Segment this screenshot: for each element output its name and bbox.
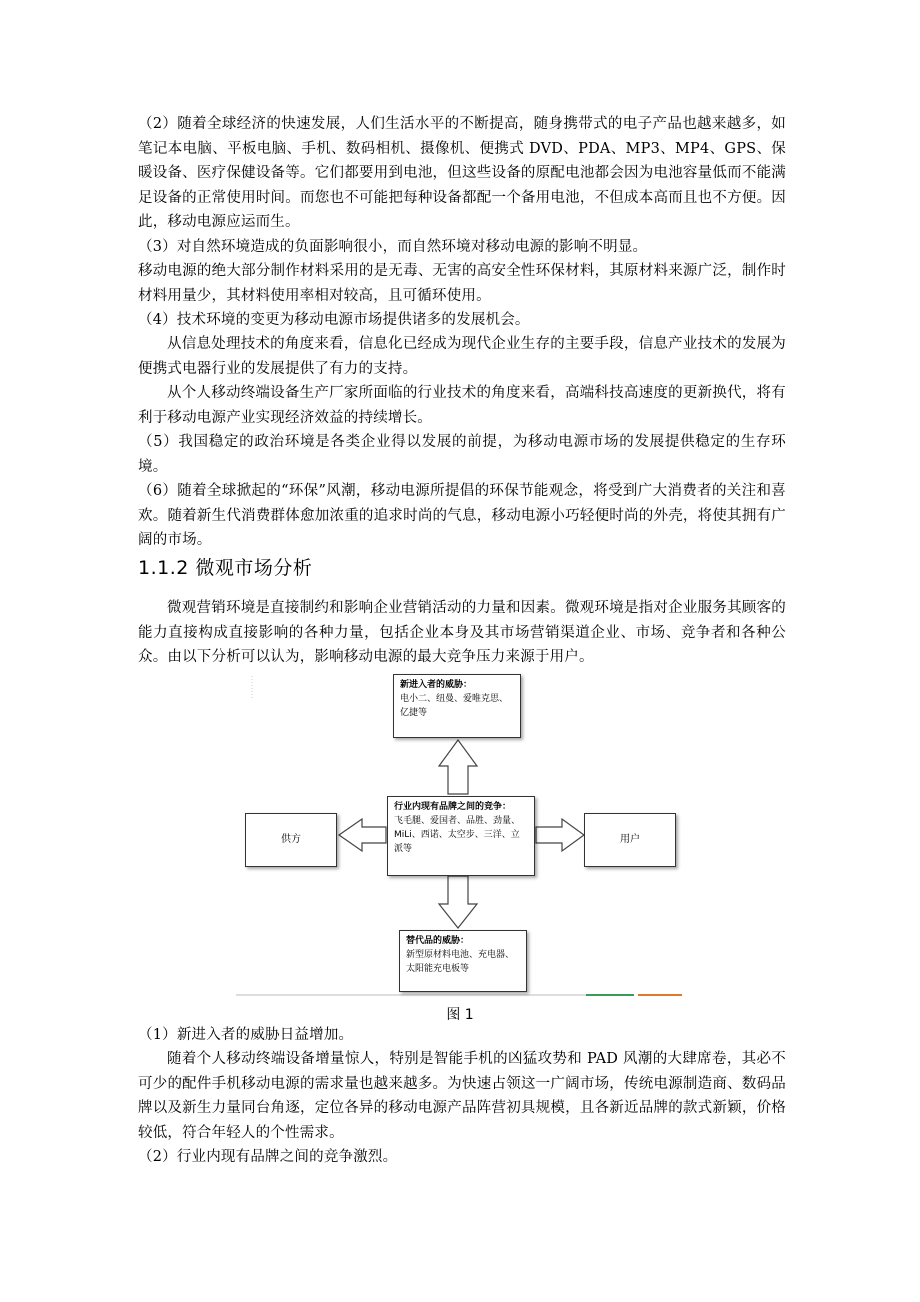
left-arrow-icon <box>339 819 386 851</box>
right-arrow-icon <box>536 819 584 851</box>
paragraph-economy: （2）随着全球经济的快速发展，人们生活水平的不断提高，随身携带式的电子产品也越来越多，如笔记本电脑、平板电脑、手机、数码相机、摄像机、便携式 DVD、PDA、MP3、MP4、GPS、保暖设备、医疗保健设备等。它们都要用到电池，但这些设备的原配电池都会因为电池容量低而不能满足设备的正常使用时间。而您也不可能把每种设备都配一个备用电池，不但成本高而且也不方便。因此，移动电源应运而生。 <box>138 116 786 230</box>
paragraph-eco-trend: （6）随着全球掀起的“环保”风潮，移动电源所提倡的环保节能观念，将受到广大消费者的关注和喜欢。随着新生代消费群体愈加浓重的追求时尚的气息，移动电源小巧轻便时尚的外壳，将使其拥有广阔的市场。 <box>138 483 786 548</box>
paragraph-industry-tech: 从个人移动终端设备生产厂家所面临的行业技术的角度来看，高端科技高速度的更新换代，将有利于移动电源产业实现经济效益的持续增长。 <box>138 385 786 426</box>
box-competition <box>387 796 535 876</box>
paragraph-micro-env: 微观营销环境是直接制约和影响企业营销活动的力量和因素。微观环境是指对企业服务其顾客的能力直接构成直接影响的各种力量，包括企业本身及其市场营销渠道企业、市场、竞争者和各种公众。由以下分析可以认为，影响移动电源的最大竞争压力来源于用户。 <box>138 600 786 665</box>
box-substitutes-body: 新型原材料电池、充电器、太阳能充电板等 <box>406 950 515 974</box>
paragraph-info-tech: 从信息处理技术的角度来看，信息化已经成为现代企业生存的主要手段，信息产业技术的发展为便携式电器行业的发展提供了有力的支持。 <box>138 336 786 377</box>
box-new-entrants-body: 电小二、纽曼、爱唯克思、亿捷等 <box>400 694 509 718</box>
down-arrow-icon <box>439 876 477 928</box>
box-new-entrants-title: 新进入者的威胁： <box>400 680 473 690</box>
box-competition-title: 行业内现有品牌之间的竞争： <box>394 802 512 812</box>
box-new-entrants <box>393 674 521 738</box>
paragraph-new-entrants: （1）新进入者的威胁日益增加。 <box>138 1027 354 1043</box>
box-suppliers-label: 供方 <box>281 834 301 845</box>
box-substitutes <box>399 930 527 992</box>
paragraph-growth: 随着个人移动终端设备增量惊人，特别是智能手机的凶猛攻势和 PAD 风潮的大肆席卷，其必不可少的配件手机移动电源的需求量也越来越多。为快速占领这一广阔市场，传统电源制造商、数码品牌以及新生力量同台角逐，定位各异的移动电源产品阵营初具规模，且各新近品牌的款式新颖，价格较低，符合年轻人的个性需求。 <box>138 1051 786 1141</box>
box-competition-body: 飞毛腿、爱国者、品胜、劲量、MiLi、西诺、太空步、三洋、立派等 <box>394 816 521 854</box>
paragraph-competition: （2）行业内现有品牌之间的竞争激烈。 <box>138 1149 398 1165</box>
paragraph-politics: （5）我国稳定的政治环境是各类企业得以发展的前提，为移动电源市场的发展提供稳定的生存环境。 <box>138 434 786 475</box>
box-users-label: 用户 <box>620 834 640 845</box>
box-users <box>584 813 676 867</box>
paragraph-materials: 移动电源的绝大部分制作材料采用的是无毒、无害的高安全性环保材料，其原材料来源广泛，制作时材料用量少，其材料使用率相对较高，且可循环使用。 <box>138 263 786 304</box>
box-substitutes-title: 替代品的威胁： <box>406 936 470 946</box>
paragraph-environment: （3）对自然环境造成的负面影响很小，而自然环境对移动电源的影响不明显。 <box>138 239 648 255</box>
up-arrow-icon <box>439 740 477 794</box>
figure-caption: 图 1 <box>446 1007 474 1023</box>
box-suppliers <box>245 813 337 867</box>
section-heading: 1.1.2 微观市场分析 <box>138 557 313 579</box>
paragraph-technology: （4）技术环境的变更为移动电源市场提供诸多的发展机会。 <box>138 312 530 328</box>
five-forces-diagram <box>236 672 686 1000</box>
